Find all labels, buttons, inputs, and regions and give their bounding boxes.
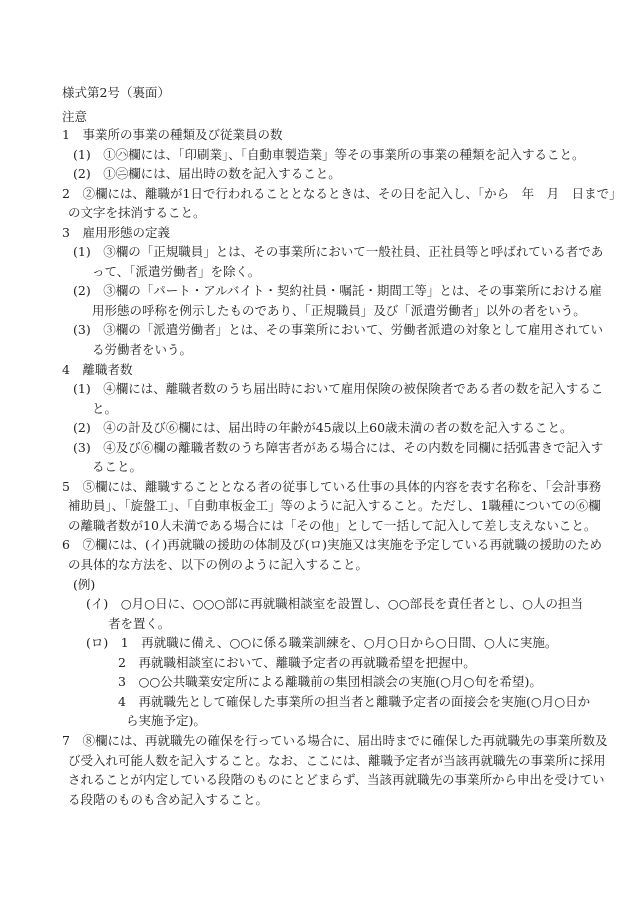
note-continuation: 補助員」、「旋盤工」、「自動車板金工」等のように記入すること。ただし、1職種についての⑥欄 — [68, 498, 601, 514]
note-continuation: び受入れ可能人数を記入すること。なお、ここには、離職予定者が当該再就職先の事業所に採用 — [68, 752, 606, 768]
form-title: 様式第2号（裏面） — [62, 85, 170, 100]
section-5-text: 5 ⑤欄には、離職することとなる者の従事している仕事の具体的内容を表す名称を、「会計事務 — [62, 478, 602, 494]
note-item: (1) ③欄の「正規職員」とは、その事業所において一般社員、正社員等と呼ばれている者であ — [73, 244, 604, 260]
section-1-heading: 1 事業所の事業の種類及び従業員の数 — [62, 127, 283, 142]
note-continuation: って、「派遣労働者」を除く。 — [92, 263, 261, 279]
note-continuation: の文字を抹消すること。 — [68, 205, 206, 221]
section-4-heading: 4 離職者数 — [62, 361, 133, 377]
note-continuation: ること。 — [92, 459, 143, 475]
example-item-ro-3: 3 ○○公共職業安定所による離職前の集団相談会の実施(○月○旬を希望)。 — [118, 674, 542, 690]
section-2-text: 2 ②欄には、離職が1日で行われることとなるときは、その日を記入し、「から 年 月 日まで」 — [62, 185, 622, 201]
section-6-text: 6 ⑦欄には、(イ)再就職の援助の体制及び(ロ)実施又は実施を予定している再就職の援助のため — [62, 537, 602, 553]
notes-body — [0, 125, 630, 809]
example-item-ro-4: 4 再就職先として確保した事業所の担当者と離職予定者の面接会を実施(○月○日か — [118, 693, 591, 709]
note-continuation: 用形態の呼称を例示したものであり、「正規職員」及び「派遣労働者」以外の者をいう。 — [92, 302, 586, 318]
note-item: (2) ③欄の「パート・アルバイト・契約社員・嘱託・期間工等」とは、その事業所における雇 — [73, 283, 602, 299]
note-item: (2) ①㋥欄には、届出時の数を記入すること。 — [73, 166, 341, 182]
example-item-i: (イ) ○月○日に、○○○部に再就職相談室を設置し、○○部長を責任者とし、○人の担当 — [86, 596, 584, 612]
example-item-ro-1: (ロ) 1 再就職に備え、○○に係る職業訓練を、○月○日から○日間、○人に実施。 — [86, 635, 558, 651]
example-item-ro-2: 2 再就職相談室において、離職予定者の再就職希望を把握中。 — [118, 654, 476, 670]
note-item: (3) ④及び⑥欄の離職者数のうち障害者がある場合には、その内数を同欄に括弧書きで記入す — [73, 439, 604, 455]
notes-heading: 注意 — [62, 109, 88, 124]
note-continuation: る労働者をいう。 — [92, 342, 193, 358]
note-continuation: と。 — [92, 400, 118, 416]
note-continuation: されることが内定している段階のものにとどまらず、当該再就職先の事業所から申出を受けてい — [68, 772, 605, 788]
example-label: (例) — [73, 576, 96, 592]
note-continuation: の具体的な方法を、以下の例のように記入すること。 — [68, 557, 369, 573]
note-continuation: の離職者数が10人未満である場合には「その他」として一括して記入して差し支えないこと。 — [68, 517, 597, 533]
section-3-heading: 3 雇用形態の定義 — [62, 224, 170, 240]
note-continuation: る段階のものも含め記入すること。 — [68, 791, 269, 807]
note-item: (1) ①㋩欄には、「印刷業」、「自動車製造業」等その事業所の事業の種類を記入すること。 — [73, 146, 585, 162]
section-7-text: 7 ⑧欄には、再就職先の確保を行っている場合に、届出時までに確保した再就職先の事業所数及 — [62, 732, 608, 748]
note-item: (2) ④の計及び⑥欄には、届出時の年齢が45歳以上60歳未満の者の数を記入すること。 — [73, 420, 573, 436]
note-continuation: ら実施予定)。 — [126, 713, 206, 729]
note-item: (3) ③欄の「派遣労働者」とは、その事業所において、労働者派遣の対象として雇用されてい — [73, 322, 603, 338]
note-item: (1) ④欄には、離職者数のうち届出時において雇用保険の被保険者である者の数を記入するこ — [73, 381, 604, 397]
note-continuation: 者を置く。 — [108, 615, 171, 631]
